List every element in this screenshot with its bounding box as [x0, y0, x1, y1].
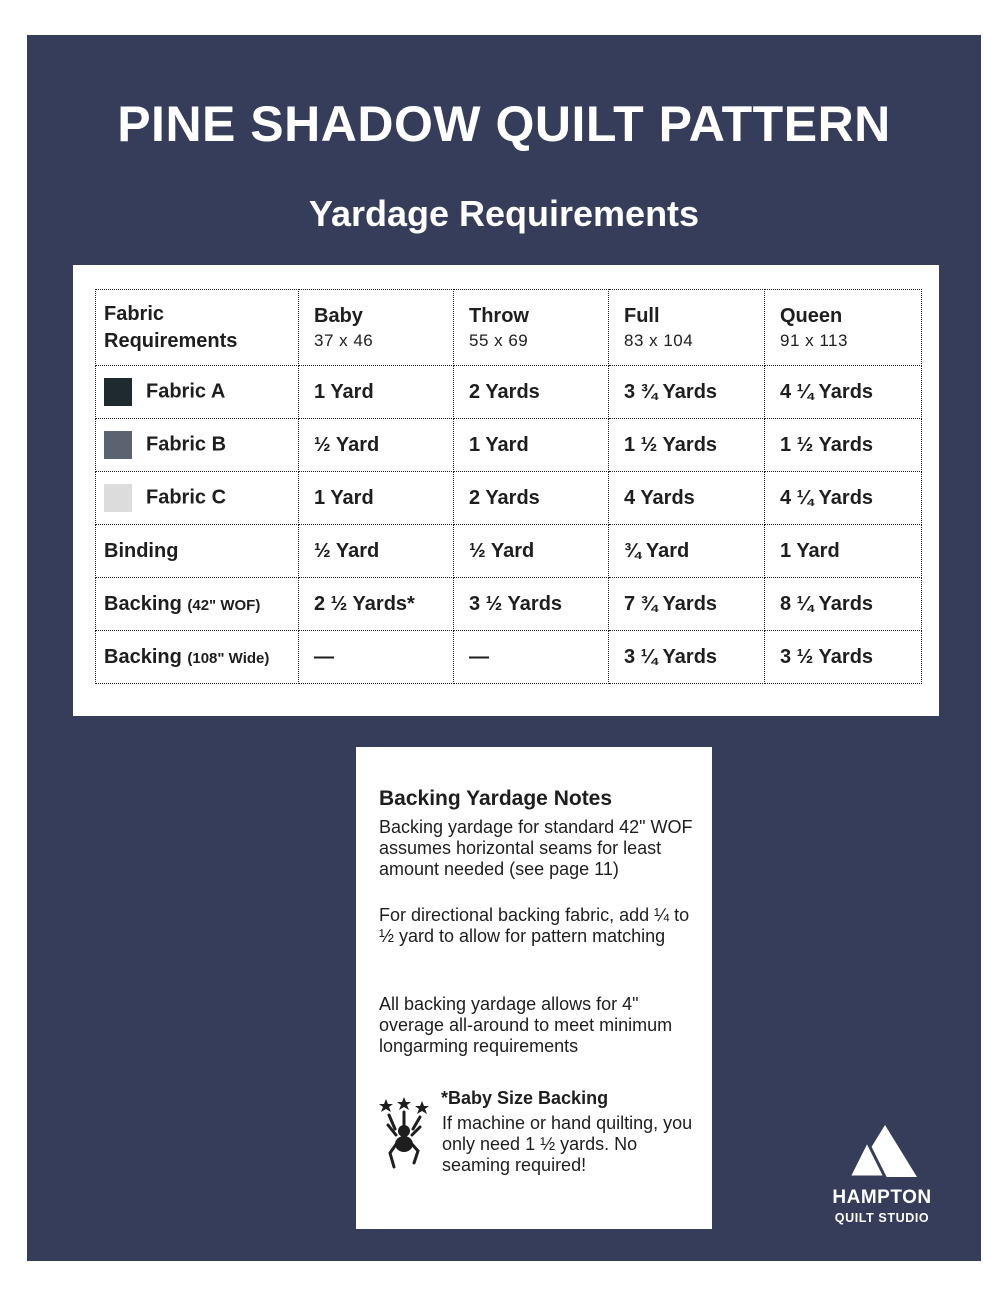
- cell-full: 7 ¾ Yards: [609, 578, 765, 631]
- fabric-a-swatch: [104, 378, 132, 406]
- cell-throw: —: [454, 631, 609, 684]
- table-header-row: [96, 290, 922, 366]
- logo-subtitle: QUILT STUDIO: [834, 1211, 930, 1225]
- size-dims: 55 x 69: [469, 330, 529, 350]
- cell-throw: 1 Yard: [454, 419, 609, 472]
- yardage-table: [95, 289, 922, 684]
- table-row-fabric-c: [96, 472, 922, 525]
- cell-baby: 2 ½ Yards*: [299, 578, 454, 631]
- row-label-text: Fabric B: [146, 433, 227, 456]
- table-row-backing-wide: [96, 631, 922, 684]
- header-size-baby: [299, 290, 454, 366]
- table-row-backing-wof: [96, 578, 922, 631]
- note-paragraph-1: Backing yardage for standard 42" WOF assumes horizontal seams for least amount needed (see page 11): [379, 817, 693, 879]
- cell-throw: 3 ½ Yards: [454, 578, 609, 631]
- row-label: [96, 472, 299, 525]
- background-panel: [27, 35, 981, 1261]
- cell-queen: 4 ¼ Yards: [765, 366, 922, 419]
- mountain-logo-icon: [845, 1123, 919, 1179]
- page-title: PINE SHADOW QUILT PATTERN: [117, 96, 891, 152]
- cell-baby: ½ Yard: [299, 419, 454, 472]
- cell-baby: —: [299, 631, 454, 684]
- baby-backing-text: If machine or hand quilting, you only need 1 ½ yards. No seaming required!: [442, 1113, 693, 1175]
- cell-queen: 1 Yard: [765, 525, 922, 578]
- cell-throw: ½ Yard: [454, 525, 609, 578]
- row-label-note: (108" Wide): [187, 649, 270, 667]
- note-paragraph-3: All backing yardage allows for 4" overage all-around to meet minimum longarming requirements: [379, 994, 673, 1056]
- cell-queen: 4 ¼ Yards: [765, 472, 922, 525]
- row-label: Binding: [96, 525, 299, 578]
- size-name: Queen: [780, 304, 843, 327]
- row-label-note: (42" WOF): [187, 596, 261, 614]
- row-label-text: Backing: [104, 592, 182, 615]
- row-label-text: Fabric A: [146, 380, 226, 403]
- header-size-throw: [454, 290, 609, 366]
- cell-baby: ½ Yard: [299, 525, 454, 578]
- size-dims: 83 x 104: [624, 330, 694, 350]
- table-row-fabric-a: [96, 366, 922, 419]
- size-dims: 37 x 46: [314, 330, 374, 350]
- notes-title: Backing Yardage Notes: [379, 787, 613, 810]
- size-dims: 91 x 113: [780, 330, 848, 350]
- size-name: Throw: [469, 304, 529, 327]
- logo-name: HAMPTON: [832, 1187, 932, 1208]
- header-fabric-requirements: [96, 290, 299, 366]
- row-label: [96, 631, 299, 684]
- row-label: [96, 578, 299, 631]
- header-label-line2: Requirements: [104, 329, 238, 352]
- cell-throw: 2 Yards: [454, 472, 609, 525]
- fabric-b-swatch: [104, 431, 132, 459]
- row-label: [96, 366, 299, 419]
- cell-full: 1 ½ Yards: [609, 419, 765, 472]
- size-name: Full: [624, 304, 660, 327]
- note-paragraph-2: For directional backing fabric, add ¼ to ½ yard to allow for pattern matching: [379, 905, 690, 946]
- cell-queen: 1 ½ Yards: [765, 419, 922, 472]
- table-row-binding: [96, 525, 922, 578]
- hampton-logo: [817, 1123, 947, 1233]
- table-row-fabric-b: [96, 419, 922, 472]
- cell-queen: 8 ¼ Yards: [765, 578, 922, 631]
- cell-baby: 1 Yard: [299, 366, 454, 419]
- cell-full: 3 ¼ Yards: [609, 631, 765, 684]
- fabric-c-swatch: [104, 484, 132, 512]
- row-label: [96, 419, 299, 472]
- header-size-full: [609, 290, 765, 366]
- baby-backing-title: *Baby Size Backing: [441, 1088, 609, 1108]
- page-subtitle: Yardage Requirements: [308, 193, 700, 234]
- header-label-line1: Fabric: [104, 302, 165, 325]
- cell-full: ¾ Yard: [609, 525, 765, 578]
- baby-stars-icon: [378, 1097, 430, 1175]
- cell-baby: 1 Yard: [299, 472, 454, 525]
- row-label-text: Backing: [104, 645, 182, 668]
- cell-queen: 3 ½ Yards: [765, 631, 922, 684]
- yardage-table-card: [73, 265, 939, 716]
- backing-notes-card: [356, 747, 712, 1229]
- cell-full: 3 ¾ Yards: [609, 366, 765, 419]
- header-size-queen: [765, 290, 922, 366]
- size-name: Baby: [314, 304, 363, 327]
- cell-full: 4 Yards: [609, 472, 765, 525]
- row-label-text: Fabric C: [146, 486, 227, 509]
- cell-throw: 2 Yards: [454, 366, 609, 419]
